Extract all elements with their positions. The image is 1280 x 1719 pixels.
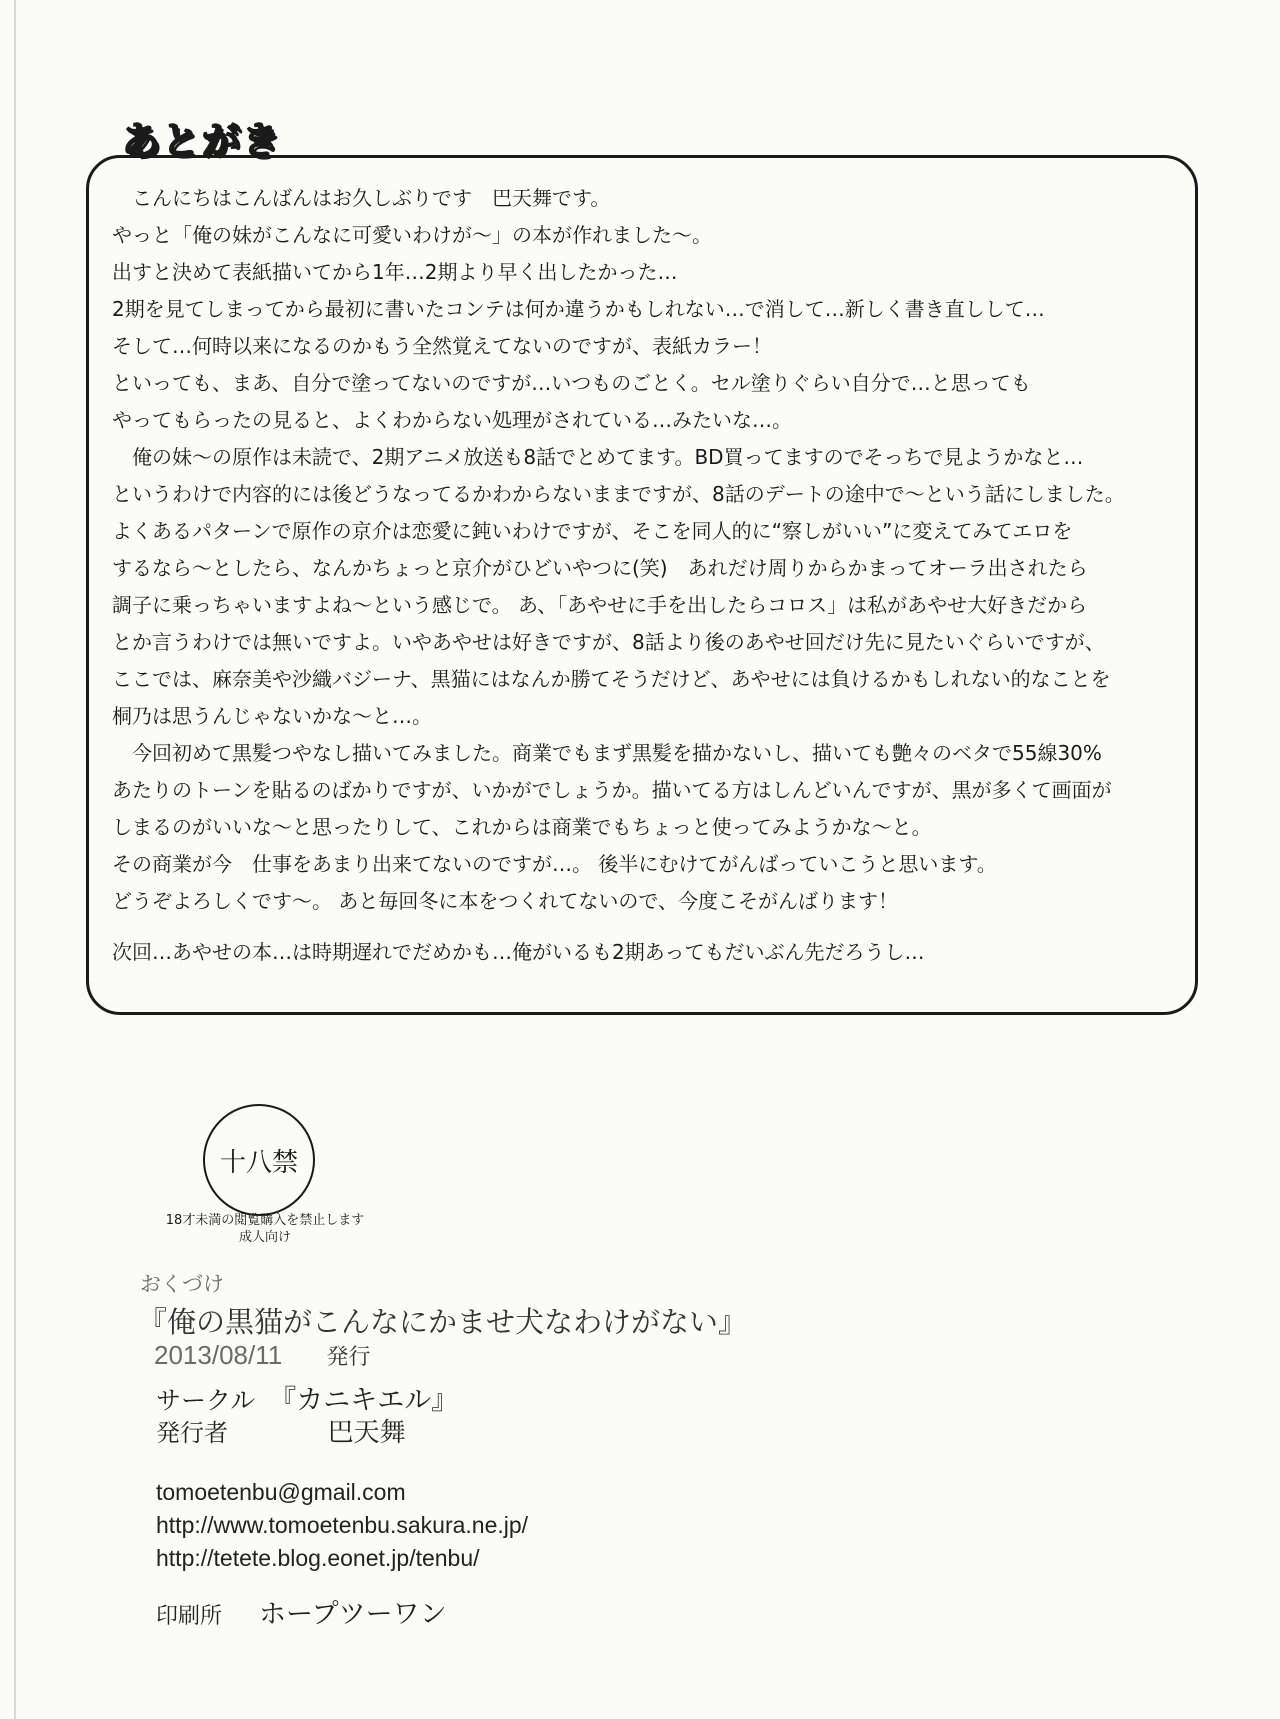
afterword-line: やっと「俺の妹がこんなに可愛いわけが～」の本が作れました～。: [112, 223, 712, 247]
afterword-line: といっても、まあ、自分で塗ってないのですが…いつものごとく。セル塗りぐらい自分で…と思っても: [112, 371, 1031, 395]
age-rating-audience: 成人向け: [238, 1230, 291, 1245]
afterword-line: というわけで内容的には後どうなってるかわからないままですが、8話のデートの途中で～という話にしました。: [112, 482, 1125, 506]
page-edge: [14, 0, 16, 1719]
afterword-line: よくあるパターンで原作の京介は恋愛に鈍いわけですが、そこを同人的に“察しがいい”に変えてみてエロを: [112, 519, 1073, 543]
afterword-line: とか言うわけでは無いですよ。いやあやせは好きですが、8話より後のあやせ回だけ先に見たいぐらいですが、: [112, 630, 1105, 654]
age-rating-note: [120, 1212, 410, 1246]
contact-website: http://www.tomoetenbu.sakura.ne.jp/: [156, 1512, 529, 1538]
contact-blog: http://tetete.blog.eonet.jp/tenbu/: [156, 1545, 480, 1571]
afterword-line: 調子に乗っちゃいますよね～という感じで。 あ、「あやせに手を出したらコロス」は私があやせ大好きだから: [112, 593, 1088, 617]
contact-email: tomoetenbu@gmail.com: [156, 1479, 406, 1505]
circle-label: サークル: [156, 1386, 256, 1415]
afterword-line: 桐乃は思うんじゃないかな～と…。: [112, 704, 432, 728]
afterword-line: しまるのがいいな～と思ったりして、これからは商業でもちょっと使ってみようかな～と。: [112, 815, 932, 839]
printer-name: ホープツーワン: [259, 1599, 447, 1630]
contact-list: [156, 1476, 528, 1575]
afterword-heading: あとがき: [122, 119, 283, 163]
colophon-label: おくづけ: [140, 1272, 224, 1296]
afterword-line: 今回初めて黒髪つやなし描いてみました。商業でもまず黒髪を描かないし、描いても艶々のベタで55線30%: [132, 741, 1102, 765]
issue-row: [154, 1340, 370, 1371]
publisher-row: [156, 1412, 406, 1449]
afterword-line: やってもらったの見ると、よくわからない処理がされている…みたいな…。: [112, 408, 792, 432]
printer-label: 印刷所: [156, 1604, 223, 1629]
afterword-line: 出すと決めて表紙描いてから1年…2期より早く出したかった…: [112, 260, 678, 284]
circle-name: 『カニキエル』: [269, 1385, 459, 1416]
afterword-line: その商業が今 仕事をあまり出来てないのですが…。 後半にむけてがんばっていこうと思います。: [112, 852, 997, 876]
book-title: 『俺の黒猫がこんなにかませ犬なわけがない』: [138, 1305, 748, 1339]
printer-row: [156, 1592, 447, 1631]
afterword-text: [112, 180, 1182, 971]
afterword-line: するなら～としたら、なんかちょっと京介がひどいやつに(笑) あれだけ周りからかまってオーラ出されたら: [112, 556, 1088, 580]
issue-label: 発行: [326, 1345, 371, 1370]
afterword-line: 次回…あやせの本…は時期遅れでだめかも…俺がいるも2期あってもだいぶん先だろうし…: [112, 940, 925, 964]
issue-date: 2013/08/11: [154, 1340, 283, 1370]
publisher-label: 発行者: [156, 1419, 228, 1447]
afterword-line: こんにちはこんばんはお久しぶりです 巴天舞です。: [132, 186, 611, 210]
age-rating-badge: [203, 1104, 315, 1216]
afterword-line: 俺の妹～の原作は未読で、2期アニメ放送も8話でとめてます。BD買ってますのでそっちで見ようかなと…: [132, 445, 1084, 469]
afterword-line: 2期を見てしまってから最初に書いたコンテは何か違うかもしれない…で消して…新しく書き直しして…: [112, 297, 1045, 321]
afterword-line: そして…何時以来になるのかもう全然覚えてないのですが、表紙カラー！: [112, 334, 772, 358]
publisher-name: 巴天舞: [327, 1418, 406, 1448]
age-rating-badge-text: 十八禁: [219, 1147, 298, 1178]
afterword-line: ここでは、麻奈美や沙織バジーナ、黒猫にはなんか勝てそうだけど、あやせには負けるかもしれない的なことを: [112, 667, 1111, 691]
afterword-line: あたりのトーンを貼るのばかりですが、いかがでしょうか。描いてる方はしんどいんですが、黒が多くて画面が: [112, 778, 1112, 802]
afterword-line: どうぞよろしくです～。 あと毎回冬に本をつくれてないので、今度こそがんばります！: [112, 889, 898, 913]
age-rating-notice: 18才未満の閲覧購入を禁止します: [165, 1213, 365, 1228]
